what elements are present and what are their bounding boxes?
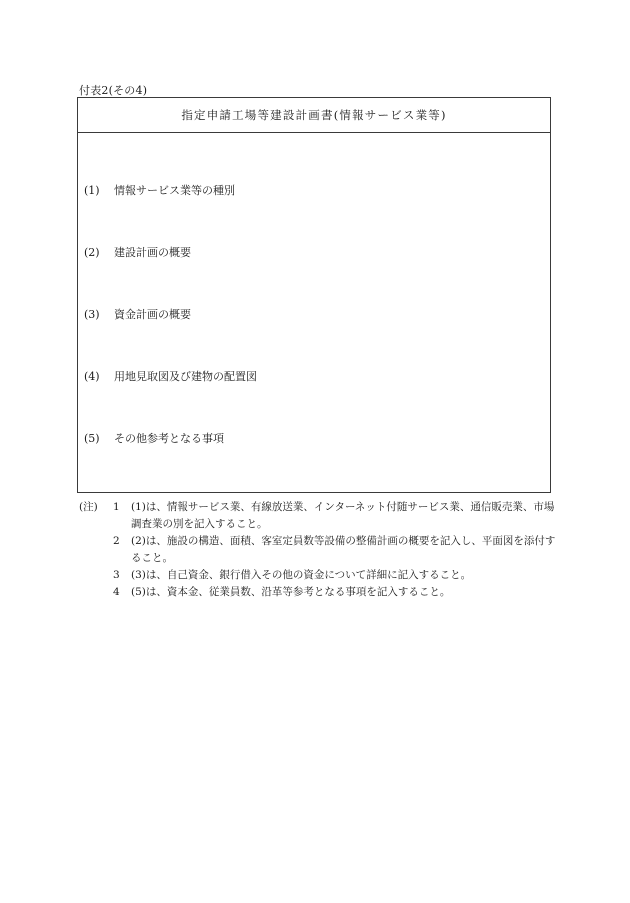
- form-title: 指定申請工場等建設計画書(情報サービス業等): [78, 98, 550, 133]
- form-item-4: [84, 368, 257, 384]
- note-text: (3)は、自己資金、銀行借入その他の資金について詳細に記入すること。: [131, 569, 472, 581]
- form-item-label: その他参考となる事項: [114, 432, 224, 445]
- form-item-label: 建設計画の概要: [114, 246, 191, 259]
- attachment-label: 付表2(その4): [79, 84, 148, 97]
- form-item-number: (3): [84, 307, 100, 321]
- note-number: 3: [113, 569, 120, 581]
- form-item-3: [84, 306, 191, 322]
- form-item-label: 情報サービス業等の種別: [114, 184, 235, 197]
- note-row-3: [79, 567, 559, 584]
- form-item-number: (1): [84, 183, 100, 197]
- note-row-4: [79, 584, 559, 601]
- notes-heading: (注): [79, 501, 98, 513]
- note-number: 1: [113, 501, 120, 513]
- form-item-5: [84, 430, 224, 446]
- note-number: 2: [113, 535, 120, 547]
- form-item-number: (5): [84, 431, 100, 445]
- note-row-1: [79, 499, 559, 533]
- form-item-2: [84, 244, 191, 260]
- form-item-label: 資金計画の概要: [114, 308, 191, 321]
- notes-section: [79, 499, 559, 601]
- form-item-number: (4): [84, 369, 100, 383]
- note-text: (5)は、資本金、従業員数、沿革等参考となる事項を記入すること。: [131, 586, 451, 598]
- note-row-2: [79, 533, 559, 567]
- form-box: [77, 97, 551, 493]
- note-text: (1)は、情報サービス業、有線放送業、インターネット付随サービス業、通信販売業、市場調査業の別を記入すること。: [131, 501, 555, 530]
- note-number: 4: [113, 586, 120, 598]
- form-item-label: 用地見取図及び建物の配置図: [114, 370, 257, 383]
- form-item-number: (2): [84, 245, 100, 259]
- form-item-1: [84, 182, 235, 198]
- note-text: (2)は、施設の構造、面積、客室定員数等設備の整備計画の概要を記入し、平面図を添付すること。: [131, 535, 556, 564]
